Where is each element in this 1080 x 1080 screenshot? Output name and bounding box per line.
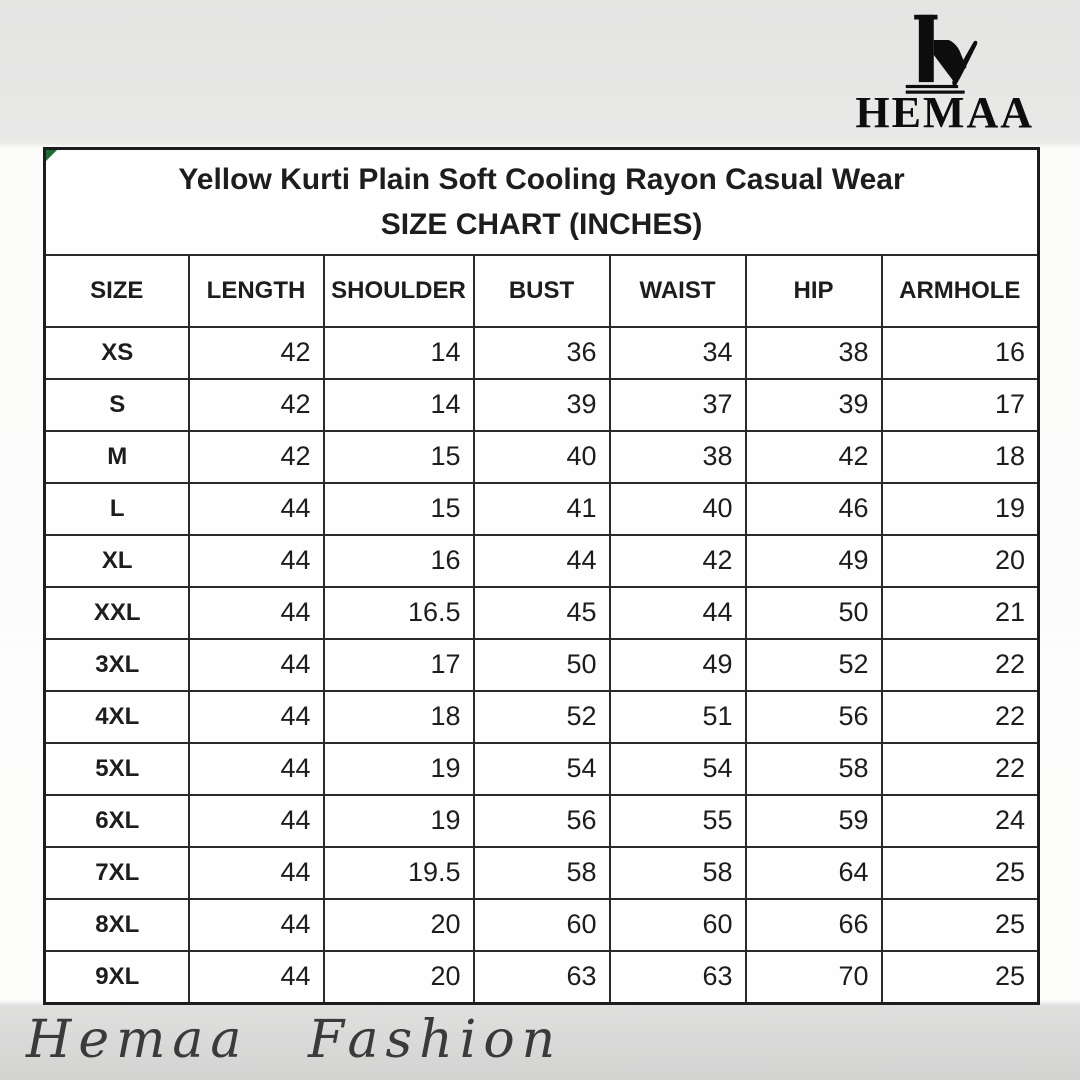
measurement-value-cell: 22 — [882, 743, 1039, 795]
size-label-cell: 7XL — [45, 847, 189, 899]
measurement-value-cell: 39 — [746, 379, 882, 431]
measurement-value-cell: 38 — [746, 327, 882, 379]
measurement-value-cell: 59 — [746, 795, 882, 847]
measurement-value-cell: 44 — [189, 743, 324, 795]
table-row — [45, 795, 1039, 847]
measurement-value-cell: 45 — [474, 587, 610, 639]
size-chart-table — [43, 147, 1040, 1005]
measurement-value-cell: 21 — [882, 587, 1039, 639]
column-header-waist: WAIST — [610, 255, 746, 327]
measurement-value-cell: 16 — [324, 535, 474, 587]
measurement-value-cell: 25 — [882, 847, 1039, 899]
measurement-value-cell: 42 — [189, 431, 324, 483]
measurement-value-cell: 40 — [610, 483, 746, 535]
measurement-value-cell: 17 — [324, 639, 474, 691]
measurement-value-cell: 52 — [474, 691, 610, 743]
measurement-value-cell: 44 — [189, 483, 324, 535]
size-label-cell: XL — [45, 535, 189, 587]
measurement-value-cell: 46 — [746, 483, 882, 535]
measurement-value-cell: 58 — [610, 847, 746, 899]
table-title: Yellow Kurti Plain Soft Cooling Rayon Casual Wear — [178, 163, 905, 196]
measurement-value-cell: 58 — [746, 743, 882, 795]
measurement-value-cell: 56 — [474, 795, 610, 847]
measurement-value-cell: 16.5 — [324, 587, 474, 639]
measurement-value-cell: 40 — [474, 431, 610, 483]
measurement-value-cell: 66 — [746, 899, 882, 951]
table-row — [45, 483, 1039, 535]
measurement-value-cell: 49 — [746, 535, 882, 587]
size-label-cell: XS — [45, 327, 189, 379]
measurement-value-cell: 54 — [610, 743, 746, 795]
size-chart-sheet — [43, 147, 1037, 1005]
measurement-value-cell: 44 — [189, 535, 324, 587]
measurement-value-cell: 44 — [189, 639, 324, 691]
measurement-value-cell: 52 — [746, 639, 882, 691]
measurement-value-cell: 15 — [324, 431, 474, 483]
size-label-cell: XXL — [45, 587, 189, 639]
table-row — [45, 899, 1039, 951]
measurement-value-cell: 50 — [474, 639, 610, 691]
table-row — [45, 587, 1039, 639]
size-label-cell: 9XL — [45, 951, 189, 1004]
table-row — [45, 379, 1039, 431]
column-header-size: SIZE — [45, 255, 189, 327]
measurement-value-cell: 42 — [189, 379, 324, 431]
measurement-value-cell: 18 — [882, 431, 1039, 483]
measurement-value-cell: 19.5 — [324, 847, 474, 899]
measurement-value-cell: 51 — [610, 691, 746, 743]
measurement-value-cell: 70 — [746, 951, 882, 1004]
measurement-value-cell: 44 — [474, 535, 610, 587]
table-row — [45, 691, 1039, 743]
column-header-bust: BUST — [474, 255, 610, 327]
measurement-value-cell: 16 — [882, 327, 1039, 379]
measurement-value-cell: 44 — [189, 899, 324, 951]
table-row — [45, 743, 1039, 795]
brand-logo — [855, 12, 1034, 135]
measurement-value-cell: 20 — [324, 899, 474, 951]
measurement-value-cell: 44 — [189, 691, 324, 743]
table-subtitle: SIZE CHART (INCHES) — [380, 208, 703, 241]
size-label-cell: 3XL — [45, 639, 189, 691]
measurement-value-cell: 49 — [610, 639, 746, 691]
measurement-value-cell: 42 — [746, 431, 882, 483]
measurement-value-cell: 17 — [882, 379, 1039, 431]
measurement-value-cell: 64 — [746, 847, 882, 899]
measurement-value-cell: 20 — [882, 535, 1039, 587]
brand-name: HEMAA — [855, 88, 1034, 137]
column-header-hip: HIP — [746, 255, 882, 327]
measurement-value-cell: 19 — [324, 743, 474, 795]
size-label-cell: 6XL — [45, 795, 189, 847]
measurement-value-cell: 44 — [189, 587, 324, 639]
table-row — [45, 327, 1039, 379]
measurement-value-cell: 37 — [610, 379, 746, 431]
measurement-value-cell: 63 — [610, 951, 746, 1004]
measurement-value-cell: 20 — [324, 951, 474, 1004]
size-label-cell: 4XL — [45, 691, 189, 743]
measurement-value-cell: 44 — [189, 847, 324, 899]
measurement-value-cell: 39 — [474, 379, 610, 431]
measurement-value-cell: 56 — [746, 691, 882, 743]
measurement-value-cell: 63 — [474, 951, 610, 1004]
measurement-value-cell: 44 — [610, 587, 746, 639]
column-header-length: LENGTH — [189, 255, 324, 327]
measurement-value-cell: 55 — [610, 795, 746, 847]
measurement-value-cell: 19 — [882, 483, 1039, 535]
measurement-value-cell: 42 — [610, 535, 746, 587]
size-label-cell: M — [45, 431, 189, 483]
measurement-value-cell: 60 — [610, 899, 746, 951]
cell-marker-triangle — [46, 150, 57, 161]
measurement-value-cell: 34 — [610, 327, 746, 379]
title-row — [45, 149, 1039, 256]
measurement-value-cell: 42 — [189, 327, 324, 379]
measurement-value-cell: 22 — [882, 639, 1039, 691]
measurement-value-cell: 15 — [324, 483, 474, 535]
column-header-shoulder: SHOULDER — [324, 255, 474, 327]
measurement-value-cell: 18 — [324, 691, 474, 743]
measurement-value-cell: 44 — [189, 951, 324, 1004]
measurement-value-cell: 60 — [474, 899, 610, 951]
measurement-value-cell: 50 — [746, 587, 882, 639]
column-header-armhole: ARMHOLE — [882, 255, 1039, 327]
measurement-value-cell: 24 — [882, 795, 1039, 847]
table-row — [45, 431, 1039, 483]
measurement-value-cell: 38 — [610, 431, 746, 483]
signature-text: Hemaa Fashion — [26, 1010, 563, 1070]
table-row — [45, 535, 1039, 587]
measurement-value-cell: 25 — [882, 899, 1039, 951]
measurement-value-cell: 58 — [474, 847, 610, 899]
table-row — [45, 639, 1039, 691]
measurement-value-cell: 19 — [324, 795, 474, 847]
size-label-cell: L — [45, 483, 189, 535]
size-label-cell: 5XL — [45, 743, 189, 795]
table-row — [45, 951, 1039, 1004]
column-header-row — [45, 255, 1039, 327]
measurement-value-cell: 14 — [324, 379, 474, 431]
measurement-value-cell: 25 — [882, 951, 1039, 1004]
measurement-value-cell: 41 — [474, 483, 610, 535]
measurement-value-cell: 14 — [324, 327, 474, 379]
measurement-value-cell: 22 — [882, 691, 1039, 743]
size-label-cell: S — [45, 379, 189, 431]
table-row — [45, 847, 1039, 899]
measurement-value-cell: 44 — [189, 795, 324, 847]
measurement-value-cell: 54 — [474, 743, 610, 795]
size-label-cell: 8XL — [45, 899, 189, 951]
hemaa-monogram-icon — [896, 12, 994, 98]
measurement-value-cell: 36 — [474, 327, 610, 379]
table-title-cell — [45, 149, 1039, 256]
